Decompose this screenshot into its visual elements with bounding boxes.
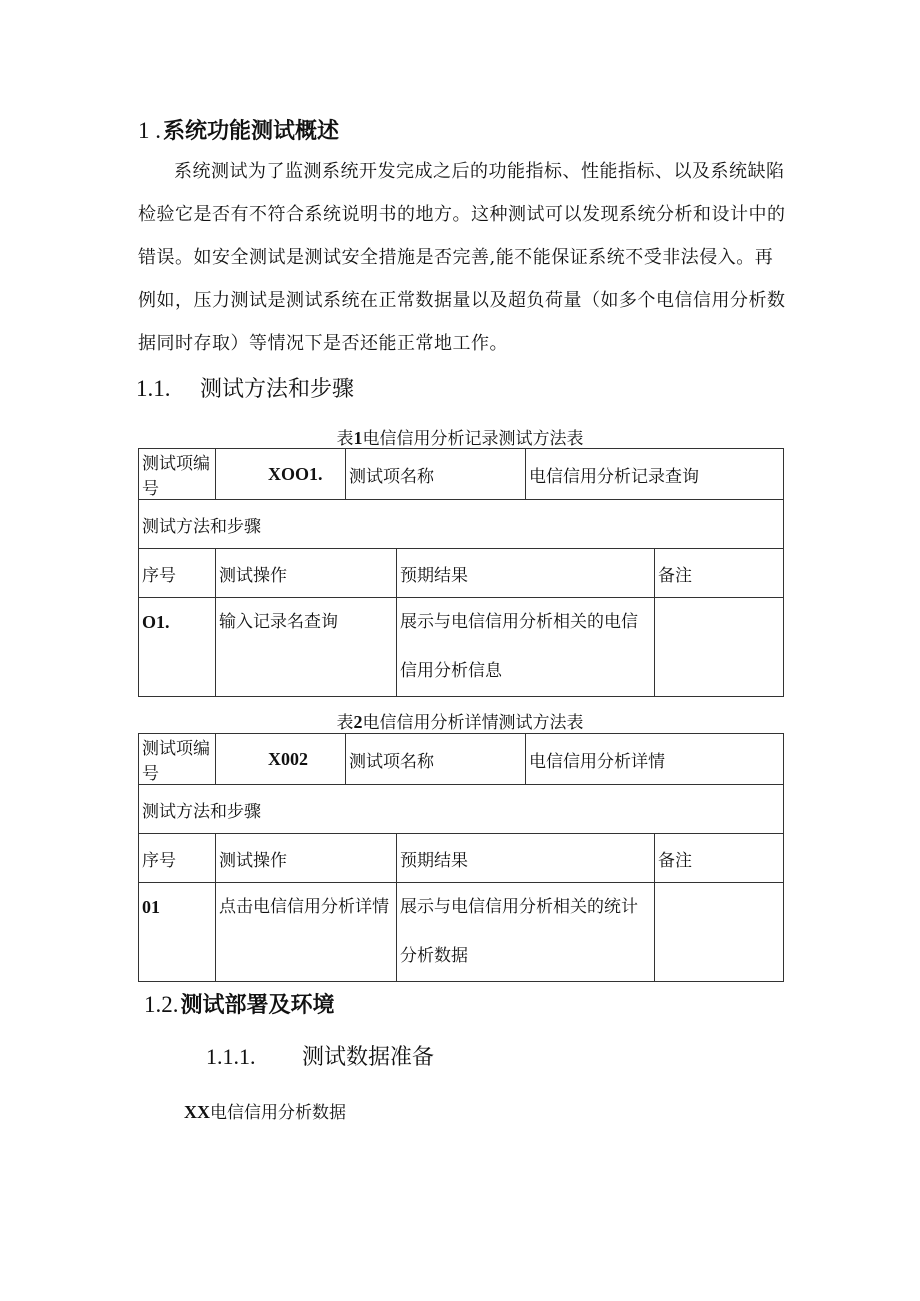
row-result: 展示与电信信用分析相关的统计分析数据 xyxy=(397,883,655,982)
section-1-1-1-heading xyxy=(206,1040,434,1071)
header-note: 备注 xyxy=(655,834,784,883)
name-label-cell: 测试项名称 xyxy=(346,449,526,500)
table-row xyxy=(139,598,784,697)
header-seq: 序号 xyxy=(139,834,216,883)
name-label-cell: 测试项名称 xyxy=(346,734,526,785)
table-1 xyxy=(138,448,784,697)
table-1-caption-text: 电信信用分析记录测试方法表 xyxy=(362,429,584,449)
section-1-2-title: 测试部署及环境 xyxy=(180,993,335,1018)
data-line-prefix: XX xyxy=(184,1102,210,1122)
table-2-caption-text: 电信信用分析详情测试方法表 xyxy=(362,713,584,733)
steps-label-cell: 测试方法和步骤 xyxy=(139,785,784,834)
row-op: 输入记录名查询 xyxy=(216,598,397,697)
table-2-caption xyxy=(0,708,920,733)
section-1-1-1-title: 测试数据准备 xyxy=(302,1045,435,1070)
table-2 xyxy=(138,733,784,982)
table-2-caption-prefix: 表 xyxy=(336,713,354,733)
table-row xyxy=(139,500,784,549)
row-seq: O1. xyxy=(139,598,216,697)
header-op: 测试操作 xyxy=(216,834,397,883)
table-1-caption-prefix: 表 xyxy=(336,429,354,449)
header-seq: 序号 xyxy=(139,549,216,598)
header-note: 备注 xyxy=(655,549,784,598)
row-note xyxy=(655,883,784,982)
data-line-text: 电信信用分析数据 xyxy=(210,1103,346,1123)
section-1-1-number: 1.1. xyxy=(136,376,171,401)
table-header-row xyxy=(139,549,784,598)
name-value-cell: 电信信用分析详情 xyxy=(526,734,784,785)
id-value-cell: XOO1. xyxy=(216,449,346,500)
header-result: 预期结果 xyxy=(397,549,655,598)
name-value-cell: 电信信用分析记录查询 xyxy=(526,449,784,500)
table-row xyxy=(139,785,784,834)
overview-text: 系统测试为了监测系统开发完成之后的功能指标、性能指标、以及系统缺陷检验它是否有不符合系统说明书的地方。这种测试可以发现系统分析和设计中的错误。如安全测试是测试安全措施是否完善,能不能保证系统不受非法侵入。再例如，压力测试是测试系统在正常数据量以及超负荷量（如多个电信信用分析数据同时存取）等情况下是否还能正常地工作。 xyxy=(138,161,786,354)
table-1-caption-number: 1 xyxy=(353,428,363,448)
section-1-heading xyxy=(138,114,339,145)
section-1-title: 系统功能测试概述 xyxy=(163,119,340,144)
header-result: 预期结果 xyxy=(397,834,655,883)
section-1-2-heading xyxy=(144,988,335,1019)
section-1-1-1-number: 1.1.1. xyxy=(206,1044,256,1069)
overview-paragraph xyxy=(138,150,788,365)
table-row xyxy=(139,449,784,500)
table-header-row xyxy=(139,834,784,883)
row-seq: 01 xyxy=(139,883,216,982)
table-row xyxy=(139,734,784,785)
steps-label-cell: 测试方法和步骤 xyxy=(139,500,784,549)
section-1-2-number: 1.2. xyxy=(144,992,179,1017)
row-result: 展示与电信信用分析相关的电信信用分析信息 xyxy=(397,598,655,697)
id-label-cell: 测试项编号 xyxy=(139,734,216,785)
section-1-number: 1 . xyxy=(138,118,161,143)
table-1-caption xyxy=(0,424,920,449)
section-1-1-title: 测试方法和步骤 xyxy=(200,377,355,402)
table-row xyxy=(139,883,784,982)
table-2-caption-number: 2 xyxy=(353,712,363,732)
row-note xyxy=(655,598,784,697)
id-value-cell: X002 xyxy=(216,734,346,785)
row-op: 点击电信信用分析详情 xyxy=(216,883,397,982)
id-label-cell: 测试项编号 xyxy=(139,449,216,500)
data-line xyxy=(184,1098,346,1123)
header-op: 测试操作 xyxy=(216,549,397,598)
section-1-1-heading xyxy=(136,372,354,403)
